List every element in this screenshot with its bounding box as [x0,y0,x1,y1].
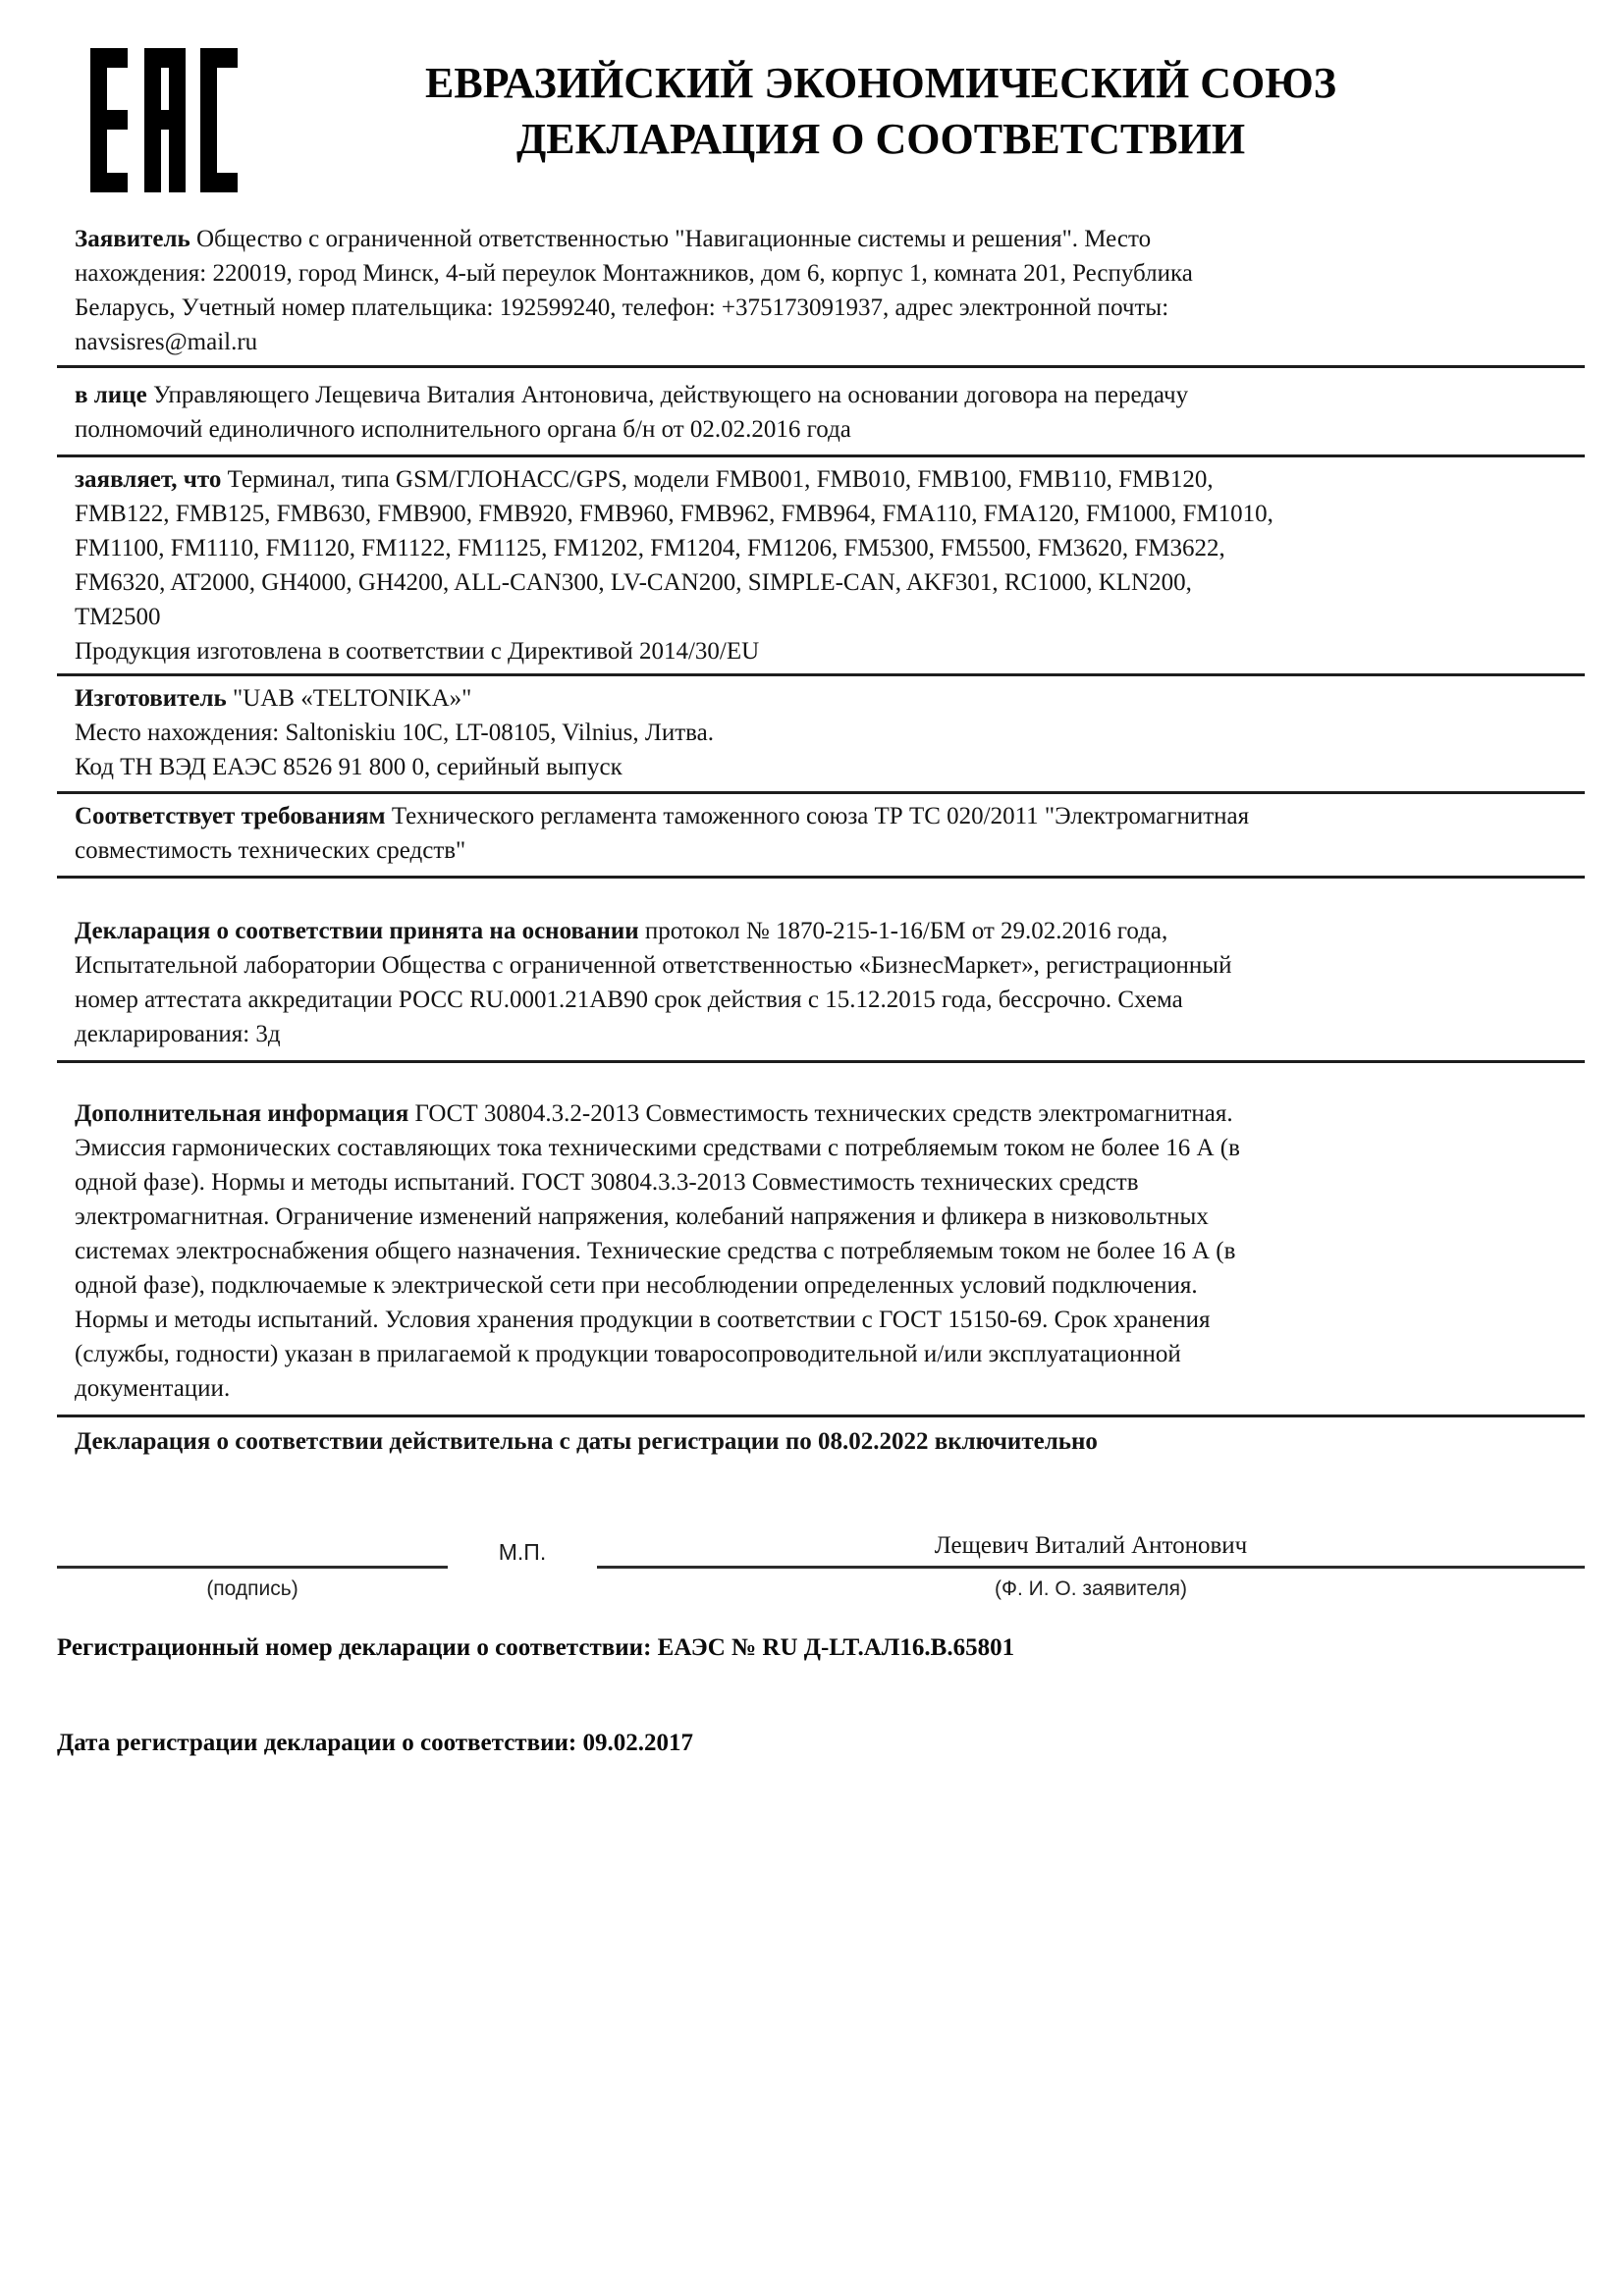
section-in-person [57,368,1585,457]
text-line: (службы, годности) указан в прилагаемой к продукции товаросопроводительной и/или эксплуатационной [75,1341,1181,1367]
manufacturer-tnved-code: Код ТН ВЭД ЕАЭС 8526 91 800 0, серийный выпуск [75,754,623,780]
model-list-line: FM1100, FM1110, FM1120, FM1122, FM1125, FM1202, FM1204, FM1206, FM5300, FM5500, FM3620, FM3622, [75,535,1225,561]
text-line: полномочий единоличного исполнительного органа б/н от 02.02.2016 года [75,416,851,443]
page-title [265,0,1496,167]
section-compliance [57,794,1585,879]
text-line [75,378,1585,412]
applicant-text: Общество с ограниченной ответственностью "Навигационные системы и решения". Место [189,226,1152,252]
model-list-line: TM2500 [75,604,161,630]
compliance-text: Технического регламента таможенного союза ТР ТС 020/2011 "Электромагнитная [385,803,1250,829]
registration-date-line [57,1726,1585,1760]
compliance-label: Соответствует требованиям [75,803,386,829]
additional-info-label: Дополнительная информация [75,1100,409,1127]
applicant-label: Заявитель [75,226,190,252]
eac-mark-icon [90,48,238,192]
text-line [75,462,1585,497]
text-line: нахождения: 220019, город Минск, 4-ый переулок Монтажников, дом 6, корпус 1, комната 201, Республика [75,260,1193,287]
applicant-email: navsisres@mail.ru [75,329,258,355]
text-line: одной фазе). Нормы и методы испытаний. ГОСТ 30804.3.3-2013 Совместимость технических средств [75,1169,1139,1196]
manufacturer-label: Изготовитель [75,685,227,712]
validity-statement: Декларация о соответствии действительна с даты регистрации по 08.02.2022 включительно [75,1428,1098,1455]
manufacturer-address: Место нахождения: Saltoniskiu 10C, LT-08105, Vilnius, Литва. [75,720,714,746]
applicant-full-name: Лещевич Виталий Антонович [597,1527,1585,1569]
text-line [75,681,1585,716]
text-line [75,914,1585,948]
section-manufacturer [57,676,1585,794]
text-line: электромагнитная. Ограничение изменений напряжения, колебаний напряжения и фликера в низковольтных [75,1203,1209,1230]
text-line: Нормы и методы испытаний. Условия хранения продукции в соответствии с ГОСТ 15150-69. Срок хранения [75,1307,1211,1333]
basis-text: протокол № 1870-215-1-16/БМ от 29.02.2016 года, [638,918,1168,944]
text-line: документации. [75,1375,231,1402]
registration-number-line [57,1630,1585,1665]
text-line: Беларусь, Учетный номер плательщика: 192599240, телефон: +375173091937, адрес электронной почты: [75,294,1169,321]
section-basis [57,910,1585,1063]
text-line: одной фазе), подключаемые к электрической сети при несоблюдении определенных условий подключения. [75,1272,1198,1299]
declares-label: заявляет, что [75,466,222,493]
stamp-placeholder: М.П. [498,1539,547,1565]
section-validity [57,1417,1585,1465]
additional-info-text: ГОСТ 30804.3.2-2013 Совместимость технических средств электромагнитная. [408,1100,1233,1127]
applicant-name-caption: (Ф. И. О. заявителя) [995,1577,1187,1600]
registration-date-value: 09.02.2017 [576,1730,693,1756]
production-note: Продукция изготовлена в соответствии с Директивой 2014/30/EU [75,638,760,665]
text-line: системах электроснабжения общего назначения. Технические средства с потребляемым током не более 16 А (в [75,1238,1236,1264]
signature-block [57,1527,1585,1601]
model-list-line: FMB122, FMB125, FMB630, FMB900, FMB920, FMB960, FMB962, FMB964, FMA110, FMA120, FM1000, FM1010, [75,501,1273,527]
section-applicant [57,220,1585,368]
text-line: Эмиссия гармонических составляющих тока техническими средствами с потребляемым током не более 16 А (в [75,1135,1240,1161]
section-additional-info [57,1093,1585,1417]
page-title-line1: ЕВРАЗИЙСКИЙ ЭКОНОМИЧЕСКИЙ СОЮЗ [424,59,1337,107]
manufacturer-name: "UAB «TELTONIKA»" [226,685,472,712]
basis-label: Декларация о соответствии принята на основании [75,918,639,944]
registration-number-value: ЕАЭС № RU Д-LT.АЛ16.В.65801 [651,1634,1015,1661]
declares-text: Терминал, типа GSM/ГЛОНАСС/GPS, модели FMB001, FMB010, FMB100, FMB110, FMB120, [221,466,1214,493]
applicant-name-area [597,1527,1585,1601]
document-body [57,220,1585,1760]
section-declares [57,457,1585,676]
registration-date-label: Дата регистрации декларации о соответствии: [57,1730,577,1756]
signature-area [57,1527,448,1601]
text-line [75,1096,1585,1131]
registration-number-label: Регистрационный номер декларации о соответствии: [57,1634,652,1661]
text-line: декларирования: 3д [75,1021,281,1047]
signature-caption: (подпись) [206,1577,298,1600]
text-line [75,799,1585,833]
model-list-line: FM6320, AT2000, GH4000, GH4200, ALL-CAN300, LV-CAN200, SIMPLE-CAN, AKF301, RC1000, KLN200, [75,569,1192,596]
text-line: совместимость технических средств" [75,837,466,864]
in-person-text: Управляющего Лещевича Виталия Антоновича, действующего на основании договора на передачу [146,382,1189,408]
text-line [75,222,1585,256]
text-line: Испытательной лаборатории Общества с ограниченной ответственностью «БизнесМаркет», регистрационный [75,952,1232,979]
text-line: номер аттестата аккредитации РОСС RU.0001.21АВ90 срок действия с 15.12.2015 года, бессрочно. Схема [75,987,1183,1013]
signature-line [57,1527,448,1569]
page-title-line2: ДЕКЛАРАЦИЯ О СООТВЕТСТВИИ [515,115,1246,163]
in-person-label: в лице [75,382,147,408]
